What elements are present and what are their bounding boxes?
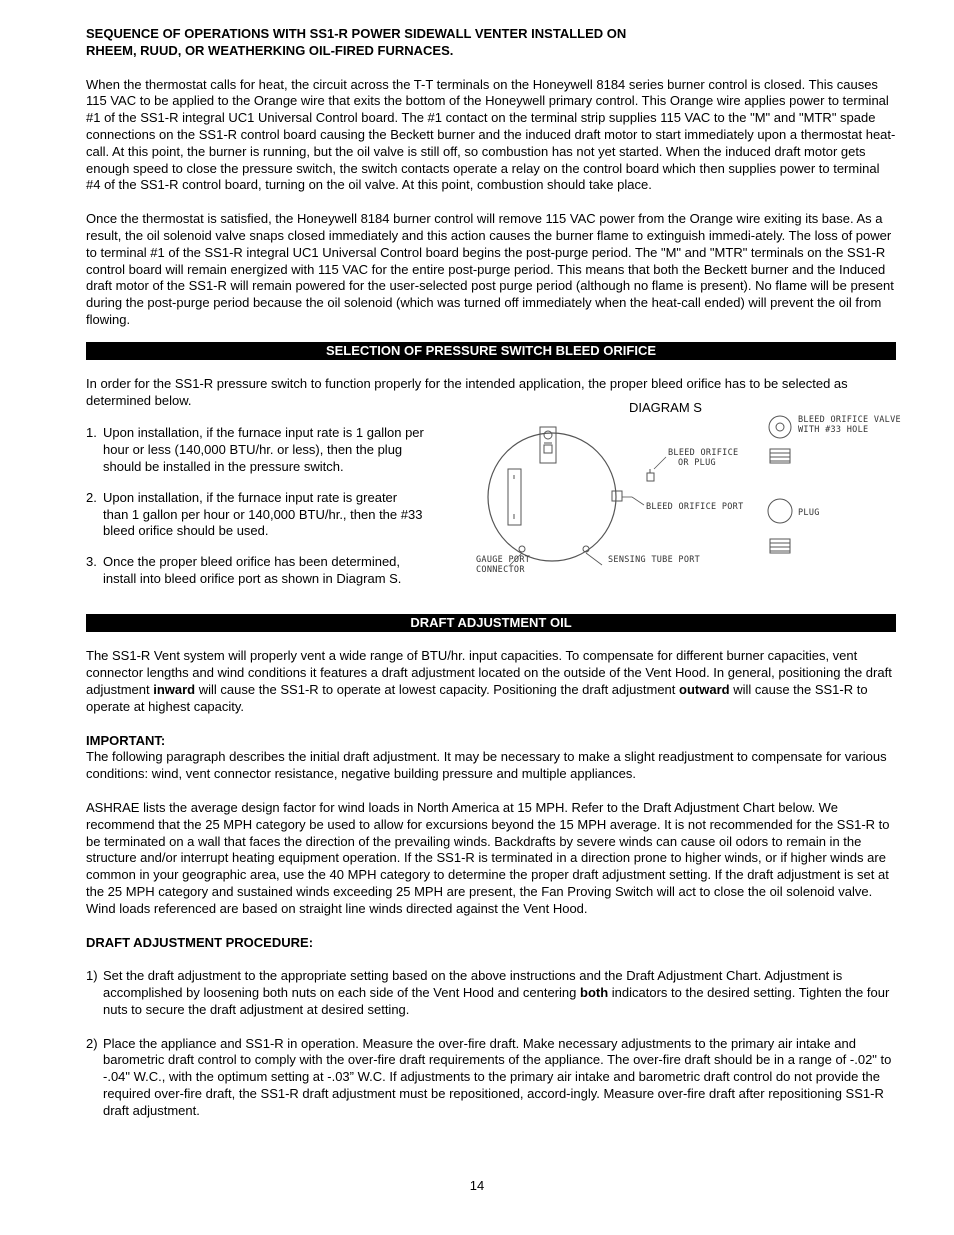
important-label: IMPORTANT: (86, 732, 166, 748)
sequence-paragraph-2: Once the thermostat is satisfied, the Honeywell 8184 burner control will remove 115 VAC power from the Orange wire exiting its base. As a result, the oil solenoid valve snaps closed immediately and this action causes the burner flame to extinguish immedi-ately. The loss of power to terminal #1 of the SS1-R integral UC1 Universal Control board begins the post-purge period. The "M" and "MTR" terminals on the SS1-R control board will remain energized with 115 VAC for the entire post-purge period. This means that both the Beckett burner and the Induced draft motor of the SS1-R will remain powered for the user-selected post purge period (although no flame is present). No flame will be present during the post-purge period because the oil solenoid (which was turned off immediately when the heat-call ended) will prevent the oil from flowing. (86, 211, 894, 327)
label-bleed-orifice-valve: BLEED ORIFICE VALVE (798, 415, 901, 426)
label-or-plug: OR PLUG (678, 458, 716, 469)
label-bleed-orifice-port: BLEED ORIFICE PORT (646, 502, 744, 513)
draft-intro: The SS1-R Vent system will properly vent a wide range of BTU/hr. input capacities. To compensate for different burner capacities, vent connector lengths and wind conditions it features a draft adjustment located on the outside of the Vent Hood. In general, positioning the draft adjustment inward will cause the SS1-R to operate at lowest capacity. Positioning the draft adjustment outward will cause the SS1-R to operate at highest capacity. (86, 648, 892, 714)
bleed-orifice-port (612, 491, 622, 501)
label-plug: PLUG (798, 508, 820, 519)
diagram-s (476, 409, 912, 579)
plug-icon (768, 499, 792, 523)
sequence-paragraph-1: When the thermostat calls for heat, the circuit across the T-T terminals on the Honeywell 8184 series burner control is closed. This causes 115 VAC to be applied to the Orange wire that exits the bottom of the Honeywell primary control. This Orange wire applies power to terminal #1 of the SS1-R integral UC1 Universal Control board. The #1 contact on the terminal strip supplies 115 VAC to the "M" and "MTR" spade connections on the SS1-R control board causing the Beckett burner and the induced draft motor to start immediately upon a thermostat heat-call. At this point, the burner is running, but the oil valve is still off, so combustion has not yet started. When the induced draft motor gets enough speed to close the pressure switch, the switch contacts operate a relay on the control board which then supplies power to terminal #4 of the SS1-R control board, turning on the oil valve. At this point, combustion should take place. (86, 76, 896, 193)
draft-adjustment-section-header: DRAFT ADJUSTMENT OIL (86, 614, 896, 632)
important-text: The following paragraph describes the initial draft adjustment. It may be necessary to make a slight readjustment to compensate for various conditions: wind, vent connector resistance, negative building pressure and multiple appliances. (86, 749, 887, 782)
label-gauge-port: GAUGE PORT (476, 555, 531, 566)
bleed-orifice-intro: In order for the SS1-R pressure switch to function properly for the intended application, the proper bleed orifice has to be selected as determined below. (86, 375, 848, 408)
document-page (86, 26, 901, 1120)
list-item: 2. Upon installation, if the furnace input rate is greater than 1 gallon per hour or 140,000 BTU/hr., then the #33 bleed orifice should be used. (86, 489, 423, 539)
label-connector: CONNECTOR (476, 565, 525, 576)
title-line-2: RHEEM, RUUD, OR WEATHERKING OIL-FIRED FURNACES. (86, 42, 454, 58)
title-line-1: SEQUENCE OF OPERATIONS WITH SS1-R POWER SIDEWALL VENTER INSTALLED ON (86, 26, 627, 41)
list-item: 2) Place the appliance and SS1-R in operation. Measure the over-fire draft. Make necessary adjustments to the primary air intake and barometric draft control to comply with the over-fire draft requirements of the appliance. The over-fire draft should be in a range of -.02" to -.04" W.C., with the optimum setting at -.03” W.C. If adjustments to the primary air intake and barometric draft control do not provide the required over-fire draft, the SS1-R draft adjustment must be repositioned, accord-ingly. Measure over-fire draft after repositioning SS1-R draft adjustment. (86, 1035, 892, 1118)
document-title (86, 26, 896, 60)
page-number: 14 (469, 1178, 485, 1193)
list-item: 1. Upon installation, if the furnace input rate is 1 gallon per hour or less (140,000 BTU/hr. or less), then the plug should be installed in the pressure switch. (86, 425, 424, 474)
label-sensing-tube-port: SENSING TUBE PORT (608, 555, 701, 566)
list-item: 3. Once the proper bleed orifice has been determined, install into bleed orifice port as shown in Diagram S. (86, 554, 402, 586)
bleed-orifice-fitting (647, 473, 654, 481)
label-with-33-hole: WITH #33 HOLE (798, 425, 869, 436)
list-item: 1) Set the draft adjustment to the appropriate setting based on the above instructions and the Draft Adjustment Chart. Adjustment is accomplished by loosening both nuts on each side of the Vent Hood and centering both indicators to the desired setting. Tighten the four nuts to secure the draft adjustment at desired setting. (86, 968, 890, 1017)
ashrae-paragraph: ASHRAE lists the average design factor for wind loads in North America at 15 MPH. Refer to the Draft Adjustment Chart below. We recommend that the 25 MPH category be used to allow for excursions beyond the 15 MPH average. It is not recommended for the SS1-R to be terminated on a wall that faces the direction of the prevailing winds. Backdrafts by severe winds can cause oil odors to remain in the structure and/or interrupt heating equipment operation. If the SS1-R is terminated in a direction prone to higher winds, or if higher winds are common in your geographic area, use the 40 MPH category to determine the proper draft adjustment setting. If the draft adjustment is set at the 25 MPH category and sustained winds exceeding 25 MPH are present, the Fan Proving Switch will act to close the oil solenoid valve. Wind loads referenced are based on straight line winds directed against the Vent Hood. (86, 799, 890, 916)
bleed-orifice-list (86, 425, 426, 587)
bleed-orifice-section-header: SELECTION OF PRESSURE SWITCH BLEED ORIFICE (86, 342, 896, 360)
procedure-label: DRAFT ADJUSTMENT PROCEDURE: (86, 934, 314, 950)
procedure-list (86, 968, 896, 1119)
diagram-s-title: DIAGRAM S (629, 400, 702, 416)
bleed-orifice-section (86, 400, 901, 600)
label-bleed-orifice: BLEED ORIFICE (668, 448, 739, 459)
bleed-orifice-valve-icon (769, 416, 791, 438)
